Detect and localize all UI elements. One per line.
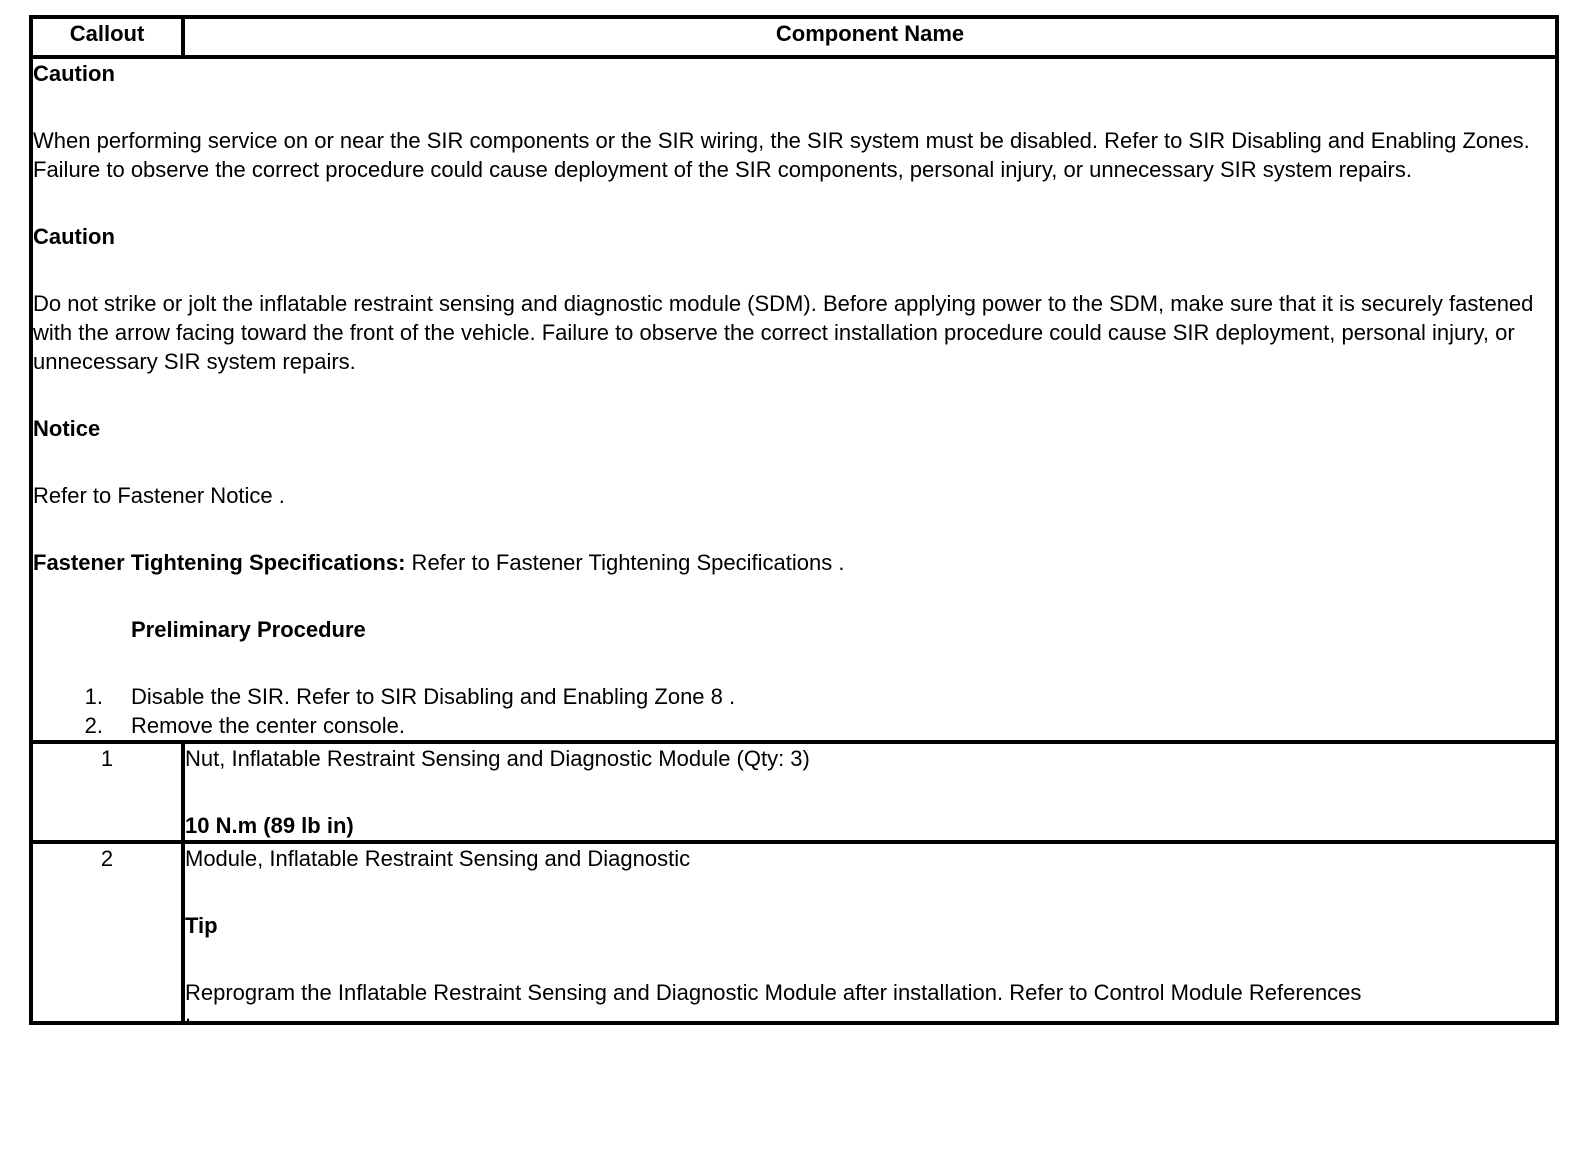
callout-column-header: Callout: [31, 17, 183, 57]
caution-2-text: Do not strike or jolt the inflatable restraint sensing and diagnostic module (SDM). Before applying power to the SDM, make sure that it is securely fastened with the arrow facing toward the front of the vehicle. Failure to observe the correct installation procedure could cause SIR deployment, personal injury, or unnecessary SIR system repairs.: [33, 291, 1534, 374]
table-header-row: [31, 17, 1557, 57]
step-number: 1.: [84, 684, 103, 709]
fastener-spec-text: Refer to Fastener Tightening Specifications .: [405, 550, 845, 575]
component-cell: [183, 742, 1557, 842]
preliminary-procedure-title: Preliminary Procedure: [131, 617, 366, 642]
component-cell: [183, 842, 1557, 1026]
tip-title: Tip: [185, 913, 218, 938]
step-number: 2.: [84, 713, 103, 738]
component-name-column-header: Component Name: [183, 17, 1557, 57]
caution-1-title: Caution: [33, 61, 115, 86]
callout-number: 2: [31, 842, 183, 1023]
component-table: [29, 15, 1559, 1025]
fastener-spec-line: [33, 548, 1555, 577]
tip-text: Reprogram the Inflatable Restraint Sensing and Diagnostic Module after installation. Refer to Control Module References: [185, 980, 1362, 1005]
table-row: [31, 842, 1557, 1023]
table-row: [31, 742, 1557, 842]
caution-1-text: When performing service on or near the SIR components or the SIR wiring, the SIR system must be disabled. Refer to SIR Disabling and Enabling Zones. Failure to observe the correct procedure could cause deployment of the SIR components, personal injury, or unnecessary SIR system repairs.: [33, 128, 1530, 182]
list-item: [33, 711, 1555, 740]
caution-2-title: Caution: [33, 224, 115, 249]
preliminary-steps-list: [33, 682, 1555, 740]
callout-number: 1: [31, 742, 183, 842]
step-text: Disable the SIR. Refer to SIR Disabling and Enabling Zone 8 .: [131, 684, 736, 709]
fastener-spec-label: Fastener Tightening Specifications:: [33, 550, 406, 575]
notice-title: Notice: [33, 416, 101, 441]
component-name: Module, Inflatable Restraint Sensing and Diagnostic: [185, 846, 691, 871]
step-text: Remove the center console.: [131, 713, 405, 738]
notes-cell: [31, 57, 1557, 742]
notice-text: Refer to Fastener Notice .: [33, 483, 285, 508]
torque-spec: 10 N.m (89 lb in): [185, 813, 354, 838]
notes-row: [31, 57, 1557, 742]
list-item: [33, 682, 1555, 711]
component-name: Nut, Inflatable Restraint Sensing and Diagnostic Module (Qty: 3): [185, 746, 810, 771]
tip-trailer: .: [185, 1001, 192, 1026]
